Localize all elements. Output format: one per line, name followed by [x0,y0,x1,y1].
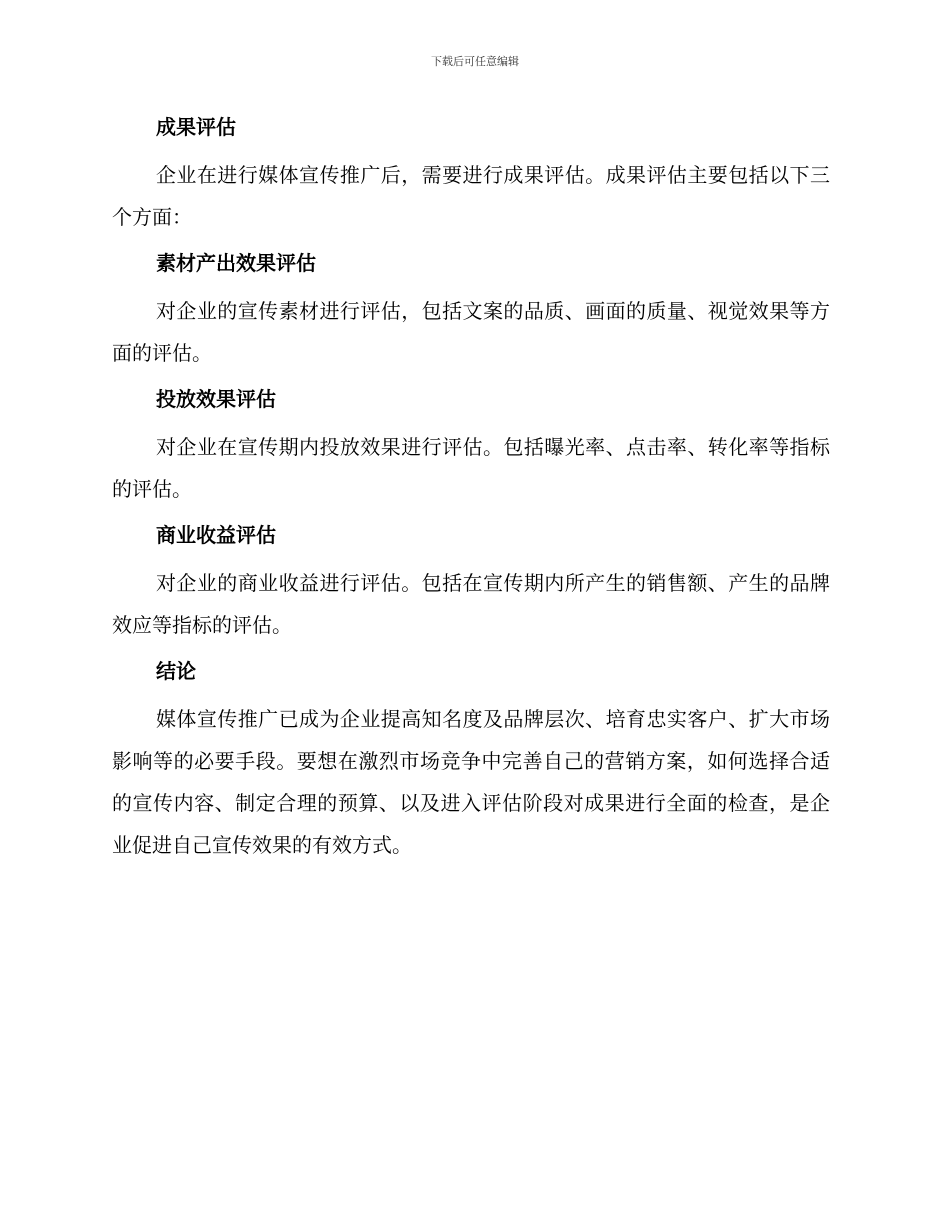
section-paragraph: 媒体宣传推广已成为企业提高知名度及品牌层次、培育忠实客户、扩大市场影响等的必要手段。要想在激烈市场竞争中完善自己的营销方案，如何选择合适的宣传内容、制定合理的预算、以及进入评估阶段对成果进行全面的检查，是企业促进自己宣传效果的有效方式。 [112,707,830,857]
section-conclusion [112,654,830,866]
section-heading: 成果评估 [156,115,236,139]
section-revenue-evaluation [112,518,830,646]
section-results-evaluation [112,110,830,238]
section-paragraph: 对企业的商业收益进行评估。包括在宣传期内所产生的销售额、产生的品牌效应等指标的评估。 [112,571,830,637]
section-heading: 结论 [156,659,196,683]
section-paragraph: 企业在进行媒体宣传推广后，需要进行成果评估。成果评估主要包括以下三个方面： [112,163,830,229]
document-body [112,110,830,874]
section-paragraph: 对企业在宣传期内投放效果进行评估。包括曝光率、点击率、转化率等指标的评估。 [112,435,830,501]
section-material-evaluation [112,246,830,374]
page-header: 下载后可任意编辑 [431,55,519,68]
section-placement-evaluation [112,382,830,510]
section-heading: 投放效果评估 [156,387,276,411]
section-heading: 商业收益评估 [156,523,276,547]
section-heading: 素材产出效果评估 [156,251,316,275]
section-paragraph: 对企业的宣传素材进行评估，包括文案的品质、画面的质量、视觉效果等方面的评估。 [112,299,830,365]
